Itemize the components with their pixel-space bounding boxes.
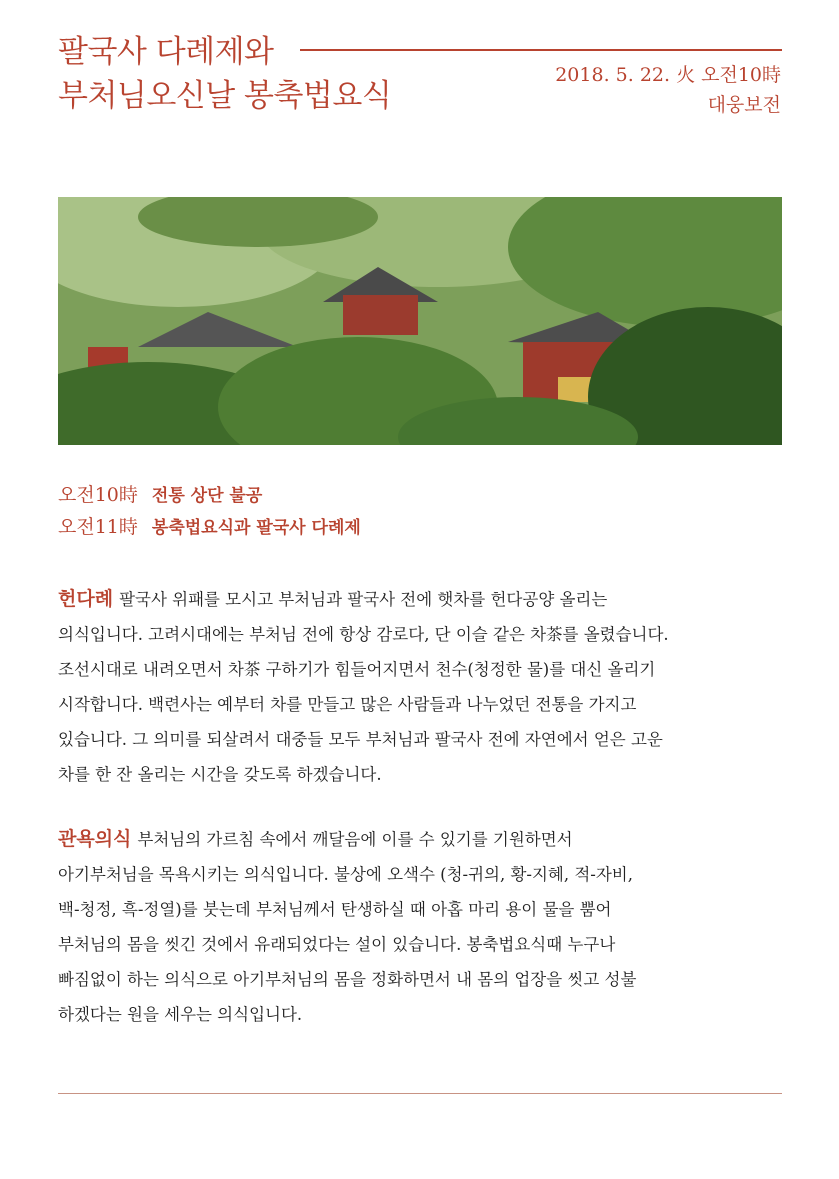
event-meta <box>555 60 781 120</box>
schedule-row <box>58 480 361 512</box>
schedule-event: 전통 상단 불공 <box>151 486 263 506</box>
schedule-event: 봉축법요식과 팔국사 다례제 <box>151 518 361 538</box>
paragraph-line: 아기부처님을 목욕시키는 의식입니다. 불상에 오색수 (청-귀의, 황-지혜, 적-자비, <box>58 865 633 884</box>
section-heading: 관욕의식 <box>58 828 132 850</box>
paragraph-line: 부처님의 몸을 씻긴 것에서 유래되었다는 설이 있습니다. 봉축법요식때 누구나 <box>58 935 616 954</box>
paragraph-line: 차를 한 잔 올리는 시간을 갖도록 하겠습니다. <box>58 765 382 784</box>
paragraph-line: 헌다례 팔국사 위패를 모시고 부처님과 팔국사 전에 햇차를 헌다공양 올리는 <box>58 588 608 610</box>
schedule-time: 오전11時 <box>58 516 138 538</box>
paragraph-line: 관욕의식 부처님의 가르침 속에서 깨달음에 이를 수 있기를 기원하면서 <box>58 828 573 850</box>
temple-photo <box>58 197 782 445</box>
schedule-time: 오전10時 <box>58 484 138 506</box>
title-line-2: 부처님오신날 봉축법요식 <box>58 78 392 114</box>
section-heading: 헌다례 <box>58 588 114 610</box>
title-divider <box>300 49 782 51</box>
title-line-1: 팔국사 다례제와 <box>58 34 274 70</box>
event-location: 대웅보전 <box>707 94 781 116</box>
section-hondarye <box>58 582 748 792</box>
schedule <box>58 480 361 544</box>
paragraph-line: 하겠다는 원을 세우는 의식입니다. <box>58 1005 303 1024</box>
paragraph-line: 시작합니다. 백련사는 예부터 차를 만들고 많은 사람들과 나누었던 전통을 가지고 <box>58 695 637 714</box>
footer-divider <box>58 1093 782 1094</box>
paragraph-line: 조선시대로 내려오면서 차茶 구하기가 힘들어지면서 천수(청정한 물)를 대신 올리기 <box>58 660 656 679</box>
paragraph-line: 빠짐없이 하는 의식으로 아기부처님의 몸을 정화하면서 내 몸의 업장을 씻고 성불 <box>58 970 637 989</box>
event-date: 2018. 5. 22. 火 오전10時 <box>555 64 781 86</box>
paragraph-line: 의식입니다. 고려시대에는 부처님 전에 항상 감로다, 단 이슬 같은 차茶를 올렸습니다. <box>58 625 669 644</box>
page-title <box>58 30 391 118</box>
paragraph-line: 백-청정, 흑-정열)를 붓는데 부처님께서 탄생하실 때 아홉 마리 용이 물을 뿜어 <box>58 900 612 919</box>
section-gwanyok <box>58 822 748 1032</box>
schedule-row <box>58 512 361 544</box>
paragraph-line: 있습니다. 그 의미를 되살려서 대중들 모두 부처님과 팔국사 전에 자연에서 얻은 고운 <box>58 730 663 749</box>
